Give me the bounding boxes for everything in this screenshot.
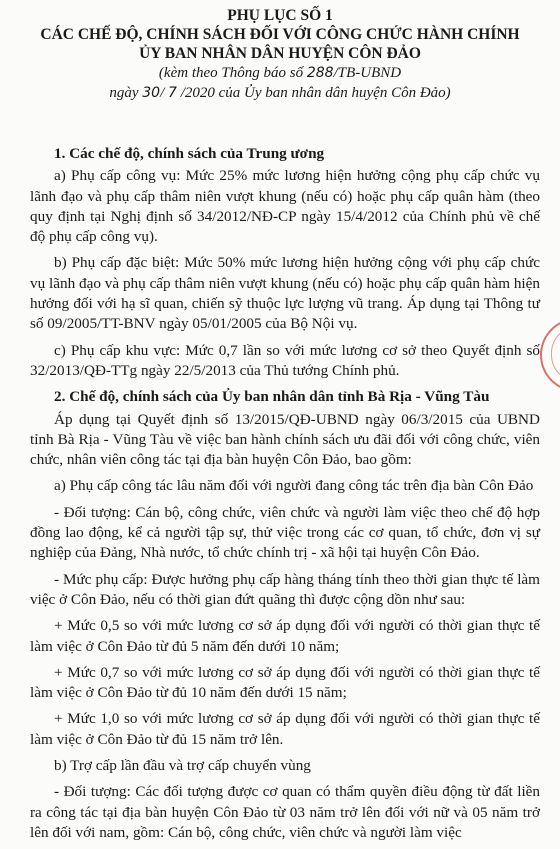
appendix-title: PHỤ LỤC SỐ 1 [227, 7, 333, 24]
date-line: ngày 30/ 7 /2020 của Ủy ban nhân dân huyện Côn Đảo) [109, 85, 451, 101]
date-day-handwritten: 30 [142, 85, 161, 101]
section-1-heading: 1. Các chế độ, chính sách của Trung ương [54, 145, 325, 162]
section-2-subheading-b: b) Trợ cấp lần đầu và trợ cấp chuyển vùng [54, 757, 311, 775]
document-header [0, 0, 560, 103]
section-2-beneficiaries: - Đối tượng: Cán bộ, công chức, viên chức và người làm việc theo chế độ hợp đồng lao động, kể cả người tập sự, thử việc trong các cơ quan, tổ chức, đơn vị sự nghiệp của Đảng, Nhà nước, tổ chức chính trị - xã hội tại huyện Côn Đảo. [30, 503, 540, 562]
reference-prefix: (kèm theo Thông báo số [158, 65, 304, 81]
section-2-subheading-a: a) Phụ cấp công tác lâu năm đối với người đang công tác trên địa bàn Côn Đảo [54, 477, 534, 495]
section-2-heading: 2. Chế độ, chính sách của Ủy ban nhân dân tỉnh Bà Rịa - Vũng Tàu [54, 388, 490, 406]
section-1-paragraph-b: b) Phụ cấp đặc biệt: Mức 50% mức lương hiện hưởng cộng với phụ cấp chức vụ lãnh đạo và phụ cấp thâm niên vượt khung (nếu có) hoặc phụ cấp quân hàm hiện hưởng đối với hạ sĩ quan, chiến sỹ thuộc lực lượng vũ trang. Áp dụng tại Thông tư số 09/2005/TT-BNV ngày 05/01/2005 của Bộ Nội vụ. [30, 254, 540, 333]
reference-line [0, 63, 560, 83]
section-1-paragraph-c: c) Phụ cấp khu vực: Mức 0,7 lần so với mức lương cơ sở theo Quyết định số 32/2013/QĐ-TTg ngày 22/5/2013 của Thủ tướng Chính phủ. [30, 341, 540, 379]
date-suffix: /2020 của Ủy ban nhân dân huyện Côn Đảo) [180, 85, 451, 101]
section-2-rate-10: + Mức 1,0 so với mức lương cơ sở áp dụng đối với người có thời gian thực tế làm việc ở Côn Đảo từ đủ 15 năm trở lên. [30, 710, 540, 748]
reference-number-handwritten: 288 [306, 65, 334, 81]
section-2-rate-05: + Mức 0,5 so với mức lương cơ sở áp dụng đối với người có thời gian thực tế làm việc ở Côn Đảo từ đủ 5 năm đến dưới 10 năm; [30, 617, 540, 655]
document-title-line2: ỦY BAN NHÂN DÂN HUYỆN CÔN ĐẢO [139, 45, 421, 62]
section-2-intro: Áp dụng tại Quyết định số 13/2015/QĐ-UBND ngày 06/3/2015 của UBND tỉnh Bà Rịa - Vũng Tàu về việc ban hành chính sách ưu đãi đối với công chức, viên chức, nhân viên công tác tại địa bàn huyện Côn Đảo, bao gồm: [30, 410, 540, 469]
section-2-rate-07: + Mức 0,7 so với mức lương cơ sở áp dụng đối với người có thời gian thực tế làm việc ở Côn Đảo từ đủ 10 năm đến dưới 15 năm; [30, 663, 540, 702]
section-1-paragraph-a: a) Phụ cấp công vụ: Mức 25% mức lương hiện hưởng cộng phụ cấp chức vụ lãnh đạo và phụ cấp thâm niên vượt khung (nếu có) hoặc phụ cấp quân hàm (theo quy định tại Nghị định số 34/2012/NĐ-CP ngày 15/4/2012 của Chính phủ về chế độ phụ cấp công vụ). [30, 167, 540, 246]
section-2-relocation-beneficiaries: - Đối tượng: Các đối tượng được cơ quan có thẩm quyền điều động từ đất liền ra công tác tại địa bàn huyện Côn Đảo từ 03 năm trở lên đối với nữ và 05 năm trở lên đối với nam, gồm: Cán bộ, công chức, viên chức và người làm việc [30, 783, 540, 841]
date-prefix: ngày [109, 85, 139, 101]
document-body [30, 144, 540, 849]
date-month-handwritten: 7 [168, 85, 177, 101]
document-title-line1: CÁC CHẾ ĐỘ, CHÍNH SÁCH ĐỐI VỚI CÔNG CHỨC HÀNH CHÍNH [40, 26, 520, 43]
reference-suffix: /TB-UBND [333, 65, 402, 81]
section-2-allowance-rate: - Mức phụ cấp: Được hưởng phụ cấp hàng tháng tính theo thời gian thực tế làm việc ở Côn Đảo, nếu có thời gian đứt quãng thì được cộng dồn như sau: [30, 570, 540, 608]
